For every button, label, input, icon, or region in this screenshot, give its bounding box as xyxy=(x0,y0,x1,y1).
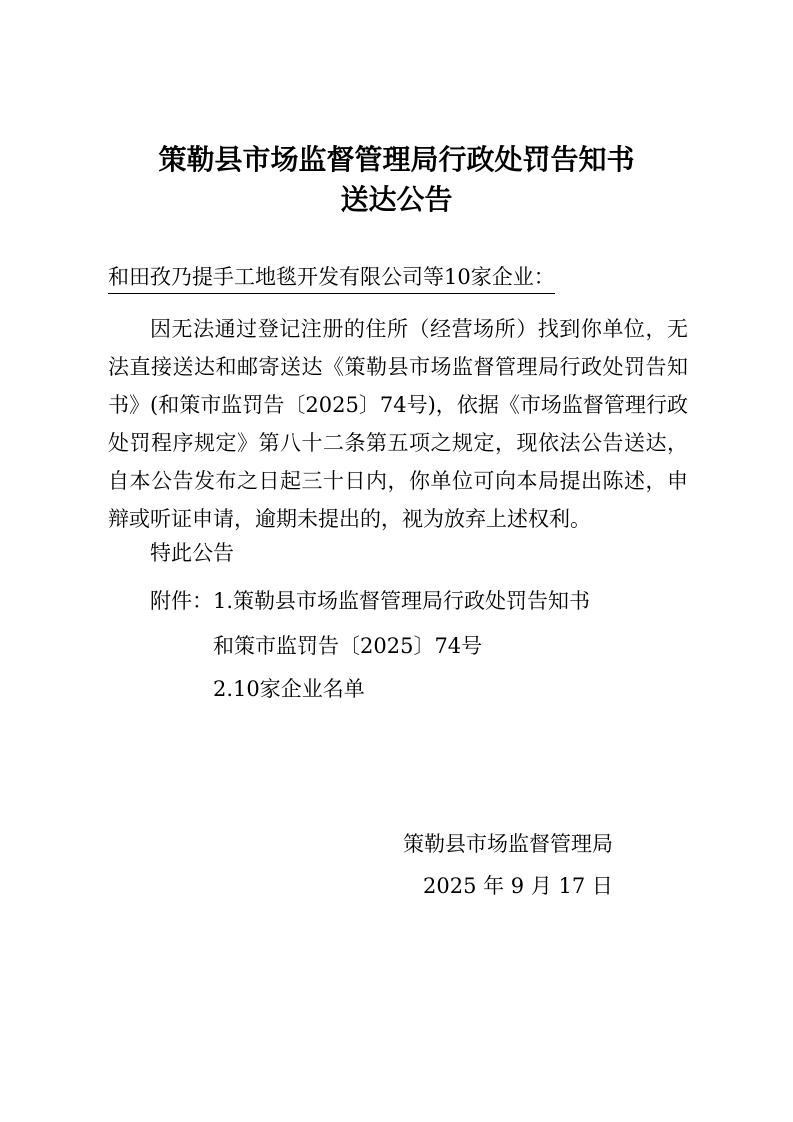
body-paragraph: 因无法通过登记注册的住所（经营场所）找到你单位，无法直接送达和邮寄送达《策勒县市场监督管理局行政处罚告知书》(和策市监罚告〔2025〕74号)，依据《市场监督管理行政处罚程序规定》第八十二条第五项之规定，现依法公告送达，自本公告发布之日起三十日内，你单位可向本局提出陈述，申辩或听证申请，逾期未提出的，视为放弃上述权利。 xyxy=(108,317,688,531)
issue-date: 2025 年 9 月 17 日 xyxy=(423,874,613,898)
signing-authority: 策勒县市场监督管理局 xyxy=(403,832,613,856)
document-title: 策勒县市场监督管理局行政处罚告知书 xyxy=(158,143,635,176)
attachment-2: 2.10家企业名单 xyxy=(213,677,365,701)
attachment-1: 附件：1.策勒县市场监督管理局行政处罚告知书 xyxy=(150,589,591,613)
attachment-1-continued: 和策市监罚告〔2025〕74号 xyxy=(213,634,483,658)
addressee: 和田孜乃提手工地毯开发有限公司等10家企业： xyxy=(108,261,555,294)
document-subtitle: 送达公告 xyxy=(340,183,453,216)
special-notice: 特此公告 xyxy=(150,541,234,565)
